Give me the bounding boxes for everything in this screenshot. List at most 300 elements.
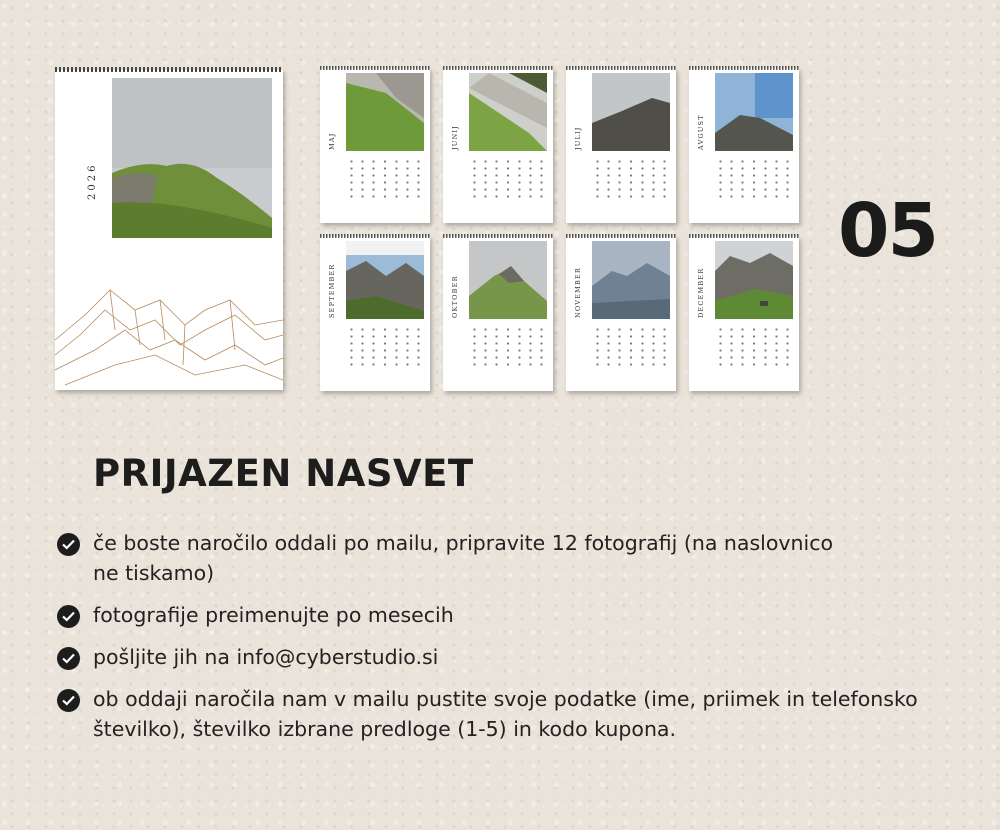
day-cell [357, 173, 368, 178]
month-photo [346, 73, 424, 151]
day-cell [413, 159, 424, 164]
day-cell [592, 334, 603, 339]
day-grid [715, 327, 793, 367]
day-cell [502, 355, 513, 360]
day-cell [391, 180, 402, 185]
list-item [54, 528, 954, 588]
day-cell [771, 173, 782, 178]
day-cell [536, 362, 547, 367]
spiral-binding [566, 234, 676, 238]
day-cell [614, 355, 625, 360]
day-cell [391, 187, 402, 192]
day-cell [469, 187, 480, 192]
day-cell [737, 166, 748, 171]
day-cell [637, 362, 648, 367]
spiral-binding [443, 66, 553, 70]
day-cell [514, 166, 525, 171]
day-cell [469, 341, 480, 346]
day-cell [413, 194, 424, 199]
day-cell [614, 173, 625, 178]
day-cell [368, 362, 379, 367]
day-cell [782, 327, 793, 332]
day-cell [413, 327, 424, 332]
day-cell [469, 355, 480, 360]
tip-text: pošljite jih na info@cyberstudio.si [93, 645, 439, 669]
day-cell [379, 362, 390, 367]
day-cell [782, 166, 793, 171]
day-cell [480, 159, 491, 164]
day-cell [715, 194, 726, 199]
day-cell [592, 173, 603, 178]
month-name: MAJ [328, 132, 336, 150]
day-cell [525, 355, 536, 360]
mountain-line-art [55, 270, 283, 390]
day-cell [637, 341, 648, 346]
day-cell [480, 173, 491, 178]
day-cell [514, 334, 525, 339]
day-cell [715, 159, 726, 164]
day-cell [514, 180, 525, 185]
day-cell [346, 327, 357, 332]
day-cell [346, 159, 357, 164]
day-cell [346, 166, 357, 171]
day-grid [469, 327, 547, 367]
day-cell [648, 334, 659, 339]
day-cell [514, 362, 525, 367]
spiral-binding [689, 66, 799, 70]
day-cell [760, 362, 771, 367]
month-photo [346, 241, 424, 319]
month-name: SEPTEMBER [328, 263, 336, 318]
day-cell [402, 187, 413, 192]
day-cell [726, 180, 737, 185]
day-cell [402, 334, 413, 339]
day-cell [659, 194, 670, 199]
day-cell [782, 194, 793, 199]
month-page-november [566, 236, 676, 391]
day-cell [368, 159, 379, 164]
day-cell [648, 362, 659, 367]
day-cell [368, 334, 379, 339]
day-cell [413, 173, 424, 178]
day-cell [603, 362, 614, 367]
day-cell [715, 187, 726, 192]
day-cell [625, 327, 636, 332]
day-cell [760, 180, 771, 185]
day-cell [368, 187, 379, 192]
day-cell [625, 159, 636, 164]
day-cell [469, 348, 480, 353]
day-cell [592, 180, 603, 185]
day-cell [760, 173, 771, 178]
day-cell [659, 355, 670, 360]
day-cell [625, 341, 636, 346]
day-cell [603, 327, 614, 332]
day-cell [379, 166, 390, 171]
month-page-september [320, 236, 430, 391]
day-cell [391, 194, 402, 199]
day-cell [368, 194, 379, 199]
day-cell [648, 341, 659, 346]
day-cell [715, 166, 726, 171]
day-cell [782, 355, 793, 360]
month-photo [715, 241, 793, 319]
day-cell [491, 327, 502, 332]
day-cell [782, 159, 793, 164]
day-cell [592, 327, 603, 332]
day-cell [625, 180, 636, 185]
day-cell [625, 355, 636, 360]
day-cell [760, 159, 771, 164]
day-cell [592, 194, 603, 199]
day-cell [659, 348, 670, 353]
day-cell [592, 341, 603, 346]
day-cell [748, 327, 759, 332]
day-cell [525, 334, 536, 339]
check-circle-icon [57, 533, 80, 556]
day-cell [514, 159, 525, 164]
day-cell [614, 194, 625, 199]
day-cell [614, 341, 625, 346]
day-cell [491, 166, 502, 171]
day-cell [491, 187, 502, 192]
day-cell [357, 355, 368, 360]
day-cell [491, 334, 502, 339]
day-cell [480, 362, 491, 367]
day-cell [402, 159, 413, 164]
month-page-avgust [689, 68, 799, 223]
day-cell [525, 173, 536, 178]
day-cell [391, 327, 402, 332]
month-name: OKTOBER [451, 275, 459, 318]
day-cell [603, 355, 614, 360]
day-cell [771, 348, 782, 353]
day-cell [514, 327, 525, 332]
day-cell [737, 362, 748, 367]
day-cell [659, 327, 670, 332]
day-cell [379, 159, 390, 164]
day-cell [659, 159, 670, 164]
month-photo [715, 73, 793, 151]
day-cell [536, 327, 547, 332]
day-cell [771, 194, 782, 199]
day-cell [469, 362, 480, 367]
cover-photo [112, 78, 272, 238]
day-cell [659, 341, 670, 346]
day-cell [760, 341, 771, 346]
day-cell [715, 348, 726, 353]
tips-list [54, 528, 954, 756]
day-cell [737, 187, 748, 192]
day-cell [592, 355, 603, 360]
day-cell [502, 180, 513, 185]
day-cell [782, 180, 793, 185]
day-cell [782, 341, 793, 346]
day-cell [726, 173, 737, 178]
day-cell [771, 334, 782, 339]
day-cell [357, 166, 368, 171]
day-cell [737, 159, 748, 164]
day-cell [357, 194, 368, 199]
day-cell [346, 194, 357, 199]
day-cell [346, 341, 357, 346]
day-cell [379, 334, 390, 339]
day-cell [368, 355, 379, 360]
spiral-binding [443, 234, 553, 238]
day-cell [637, 348, 648, 353]
day-cell [659, 334, 670, 339]
day-cell [648, 348, 659, 353]
day-cell [637, 173, 648, 178]
spiral-binding [55, 67, 283, 72]
spiral-binding [566, 66, 676, 70]
day-cell [391, 166, 402, 171]
day-grid [592, 159, 670, 199]
day-cell [659, 180, 670, 185]
day-cell [346, 348, 357, 353]
day-cell [771, 187, 782, 192]
spiral-binding [689, 234, 799, 238]
day-cell [614, 327, 625, 332]
day-cell [726, 355, 737, 360]
day-grid [346, 327, 424, 367]
day-cell [357, 348, 368, 353]
day-cell [480, 327, 491, 332]
day-cell [771, 180, 782, 185]
check-circle-icon [57, 689, 80, 712]
day-cell [659, 173, 670, 178]
day-cell [603, 334, 614, 339]
list-item [54, 642, 954, 672]
day-cell [648, 355, 659, 360]
day-grid [715, 159, 793, 199]
day-cell [603, 173, 614, 178]
day-cell [637, 187, 648, 192]
day-cell [514, 187, 525, 192]
day-cell [536, 180, 547, 185]
day-cell [469, 159, 480, 164]
day-cell [391, 348, 402, 353]
day-cell [592, 187, 603, 192]
day-cell [368, 180, 379, 185]
day-cell [715, 355, 726, 360]
day-cell [782, 187, 793, 192]
day-cell [480, 355, 491, 360]
day-cell [391, 173, 402, 178]
day-cell [715, 173, 726, 178]
day-cell [379, 194, 390, 199]
day-cell [368, 341, 379, 346]
day-cell [748, 166, 759, 171]
day-cell [603, 180, 614, 185]
day-cell [648, 327, 659, 332]
day-cell [502, 348, 513, 353]
day-cell [469, 194, 480, 199]
day-cell [625, 362, 636, 367]
day-cell [659, 362, 670, 367]
day-cell [726, 187, 737, 192]
day-cell [346, 355, 357, 360]
spiral-binding [320, 66, 430, 70]
day-cell [748, 362, 759, 367]
day-cell [748, 194, 759, 199]
day-cell [737, 173, 748, 178]
day-cell [391, 362, 402, 367]
day-cell [737, 334, 748, 339]
day-cell [603, 341, 614, 346]
day-cell [502, 334, 513, 339]
day-cell [346, 173, 357, 178]
day-grid [592, 327, 670, 367]
check-circle-icon [57, 647, 80, 670]
day-cell [648, 166, 659, 171]
month-photo [469, 241, 547, 319]
day-cell [782, 362, 793, 367]
day-cell [346, 187, 357, 192]
day-cell [715, 362, 726, 367]
tip-text: ob oddaji naročila nam v mailu pustite svoje podatke (ime, priimek in telefonsko številko), številko izbrane predloge (1-5) in kodo kupona. [93, 687, 918, 741]
day-cell [760, 166, 771, 171]
day-cell [402, 327, 413, 332]
day-cell [737, 180, 748, 185]
month-page-december [689, 236, 799, 391]
day-cell [625, 173, 636, 178]
day-cell [536, 348, 547, 353]
day-cell [603, 166, 614, 171]
day-cell [525, 327, 536, 332]
day-cell [368, 173, 379, 178]
day-cell [402, 173, 413, 178]
tip-text: če boste naročilo oddali po mailu, pripravite 12 fotografij (na naslovnico ne tiskamo) [93, 531, 834, 585]
day-cell [402, 355, 413, 360]
day-cell [514, 173, 525, 178]
day-cell [592, 159, 603, 164]
day-cell [357, 341, 368, 346]
day-cell [413, 362, 424, 367]
day-cell [491, 173, 502, 178]
day-cell [614, 166, 625, 171]
day-cell [536, 194, 547, 199]
day-cell [525, 180, 536, 185]
day-cell [771, 159, 782, 164]
day-cell [760, 187, 771, 192]
day-cell [637, 194, 648, 199]
day-cell [737, 194, 748, 199]
day-cell [625, 194, 636, 199]
day-cell [525, 348, 536, 353]
day-cell [737, 348, 748, 353]
day-cell [625, 166, 636, 171]
day-cell [346, 180, 357, 185]
day-cell [748, 355, 759, 360]
day-cell [514, 355, 525, 360]
day-cell [771, 362, 782, 367]
day-cell [603, 187, 614, 192]
day-cell [760, 327, 771, 332]
day-cell [346, 362, 357, 367]
month-page-junij [443, 68, 553, 223]
day-cell [514, 194, 525, 199]
day-cell [491, 180, 502, 185]
day-cell [525, 362, 536, 367]
day-cell [771, 166, 782, 171]
day-cell [413, 348, 424, 353]
day-cell [748, 187, 759, 192]
day-cell [491, 348, 502, 353]
month-photo [592, 241, 670, 319]
day-cell [782, 348, 793, 353]
day-cell [603, 159, 614, 164]
day-cell [413, 355, 424, 360]
calendar-cover-preview [55, 70, 283, 390]
day-cell [346, 334, 357, 339]
day-cell [637, 159, 648, 164]
day-cell [480, 194, 491, 199]
day-cell [592, 348, 603, 353]
day-cell [469, 180, 480, 185]
day-cell [469, 327, 480, 332]
day-cell [782, 173, 793, 178]
day-cell [391, 159, 402, 164]
day-cell [357, 362, 368, 367]
day-cell [480, 180, 491, 185]
day-cell [491, 159, 502, 164]
cover-year: 2026 [87, 162, 98, 200]
day-cell [726, 166, 737, 171]
day-cell [514, 341, 525, 346]
day-cell [637, 180, 648, 185]
day-cell [480, 166, 491, 171]
day-cell [413, 166, 424, 171]
day-cell [480, 341, 491, 346]
day-cell [726, 362, 737, 367]
day-cell [614, 180, 625, 185]
day-cell [536, 355, 547, 360]
day-cell [391, 341, 402, 346]
day-cell [625, 334, 636, 339]
day-cell [637, 334, 648, 339]
month-name: DECEMBER [697, 267, 705, 318]
day-cell [413, 187, 424, 192]
day-cell [391, 334, 402, 339]
day-cell [413, 341, 424, 346]
list-item [54, 684, 954, 744]
day-cell [469, 166, 480, 171]
day-cell [760, 348, 771, 353]
day-cell [748, 341, 759, 346]
day-cell [368, 327, 379, 332]
day-cell [469, 173, 480, 178]
day-cell [603, 194, 614, 199]
day-cell [726, 159, 737, 164]
day-cell [737, 355, 748, 360]
day-cell [771, 341, 782, 346]
day-cell [771, 327, 782, 332]
day-cell [357, 327, 368, 332]
tip-text: fotografije preimenujte po mesecih [93, 603, 454, 627]
day-cell [502, 327, 513, 332]
day-cell [760, 334, 771, 339]
day-cell [469, 334, 480, 339]
day-cell [357, 159, 368, 164]
month-page-oktober [443, 236, 553, 391]
day-cell [491, 362, 502, 367]
list-item [54, 600, 954, 630]
day-cell [760, 194, 771, 199]
check-circle-icon [57, 605, 80, 628]
day-cell [592, 362, 603, 367]
spiral-binding [320, 234, 430, 238]
